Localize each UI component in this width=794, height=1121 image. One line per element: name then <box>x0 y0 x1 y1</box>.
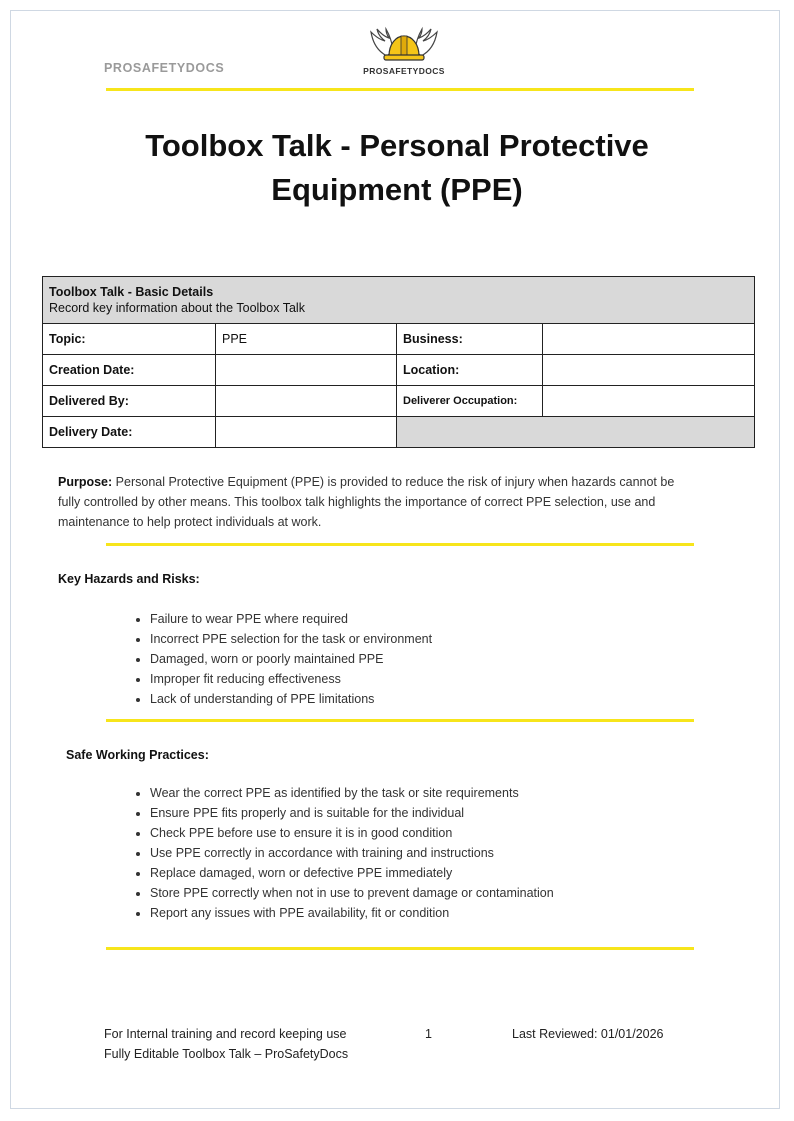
delivery-date-label: Delivery Date: <box>43 417 216 448</box>
list-item: • Lack of understanding of PPE limitations <box>150 689 432 709</box>
section-divider <box>106 543 694 546</box>
delivered-by-label: Delivered By: <box>43 386 216 417</box>
list-item: • Improper fit reducing effectiveness <box>150 669 432 689</box>
page-title: Toolbox Talk - Personal Protective Equipment (PPE) <box>145 128 649 207</box>
list-item: • Replace damaged, worn or defective PPE immediately <box>150 863 554 883</box>
table-row <box>43 386 755 417</box>
purpose-paragraph <box>58 472 698 532</box>
list-item: • Incorrect PPE selection for the task or environment <box>150 629 432 649</box>
table-row <box>43 417 755 448</box>
delivered-by-field[interactable] <box>216 386 397 417</box>
creation-date-field[interactable] <box>216 355 397 386</box>
deliverer-occupation-field[interactable] <box>543 386 755 417</box>
hazards-list <box>128 609 432 709</box>
footer-line-1: For Internal training and record keeping use <box>104 1027 347 1041</box>
business-label: Business: <box>397 324 543 355</box>
creation-date-label: Creation Date: <box>43 355 216 386</box>
table-row <box>43 324 755 355</box>
list-item: • Store PPE correctly when not in use to prevent damage or contamination <box>150 883 554 903</box>
list-item: • Report any issues with PPE availability, fit or condition <box>150 903 554 923</box>
list-item: • Check PPE before use to ensure it is in good condition <box>150 823 554 843</box>
deliverer-occupation-label: Deliverer Occupation: <box>397 386 543 417</box>
page-number: 1 <box>425 1027 432 1041</box>
practices-heading: Safe Working Practices: <box>66 748 209 762</box>
table-header-row <box>43 277 755 324</box>
purpose-text: Personal Protective Equipment (PPE) is provided to reduce the risk of injury when hazards cannot be fully controlled by other means. This toolbox talk highlights the importance of correct PPE selection, use and maintenance to help protect individuals at work. <box>58 475 675 529</box>
table-header-cell <box>43 277 755 324</box>
list-item: • Ensure PPE fits properly and is suitable for the individual <box>150 803 554 823</box>
section-divider <box>106 947 694 950</box>
list-item: • Damaged, worn or poorly maintained PPE <box>150 649 432 669</box>
location-field[interactable] <box>543 355 755 386</box>
list-item: • Wear the correct PPE as identified by the task or site requirements <box>150 783 554 803</box>
footer-line-2: Fully Editable Toolbox Talk – ProSafetyDocs <box>104 1047 349 1061</box>
hardhat-wings-icon <box>365 26 443 66</box>
topic-field[interactable]: PPE <box>216 324 397 355</box>
delivery-date-field[interactable] <box>216 417 397 448</box>
header-divider <box>106 88 694 91</box>
table-heading: Toolbox Talk - Basic Details <box>49 285 214 299</box>
logo <box>354 26 454 82</box>
footer-left <box>104 1024 348 1064</box>
section-divider <box>106 719 694 722</box>
list-item: • Use PPE correctly in accordance with training and instructions <box>150 843 554 863</box>
hazards-heading: Key Hazards and Risks: <box>58 572 200 586</box>
list-item: • Failure to wear PPE where required <box>150 609 432 629</box>
logo-text: PROSAFETYDOCS <box>363 66 445 76</box>
empty-grey-cell <box>397 417 755 448</box>
topic-label: Topic: <box>43 324 216 355</box>
basic-details-table <box>42 276 755 448</box>
table-row <box>43 355 755 386</box>
location-label: Location: <box>397 355 543 386</box>
purpose-label: Purpose: <box>58 475 113 489</box>
brand-text: PROSAFETYDOCS <box>104 61 225 75</box>
table-subheading: Record key information about the Toolbox Talk <box>49 301 305 315</box>
practices-list <box>128 783 554 923</box>
business-field[interactable] <box>543 324 755 355</box>
last-reviewed: Last Reviewed: 01/01/2026 <box>512 1027 664 1041</box>
